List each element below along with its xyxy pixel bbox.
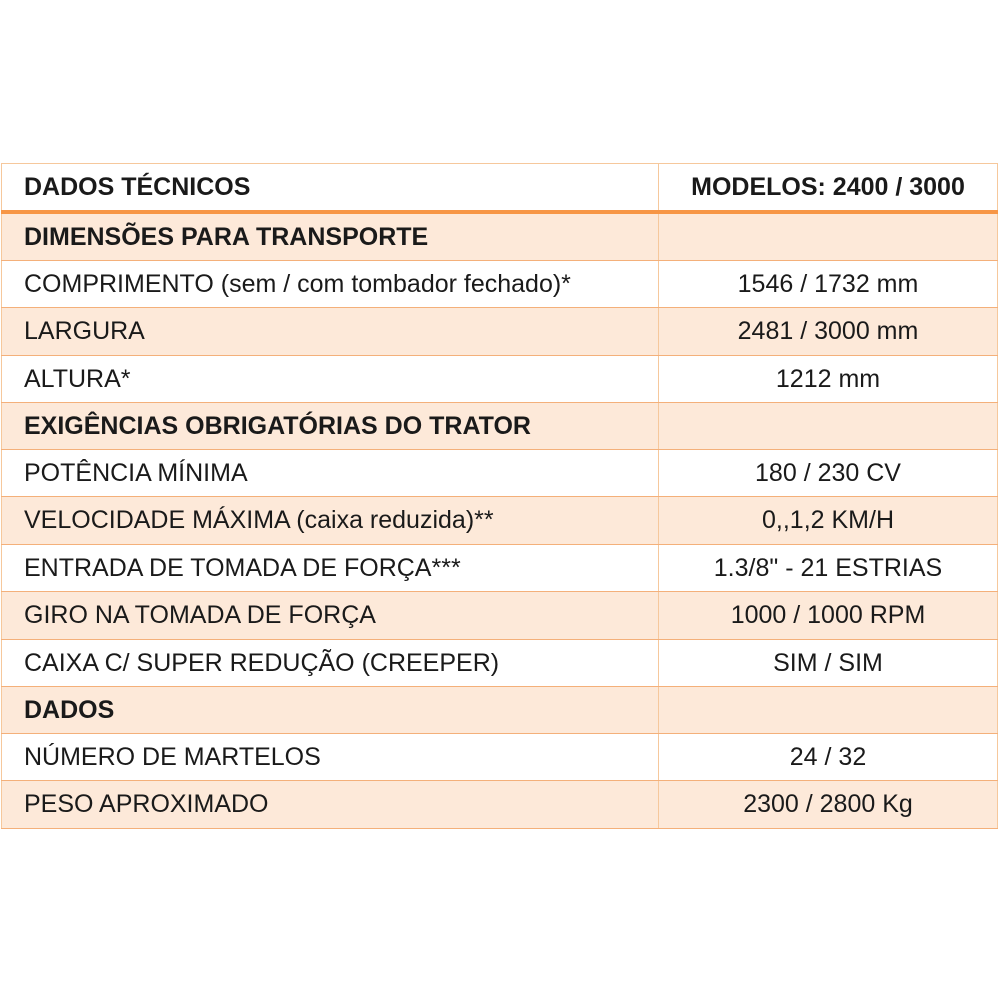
row-value: 2300 / 2800 Kg bbox=[659, 781, 998, 829]
section-title: DIMENSÕES PARA TRANSPORTE bbox=[2, 212, 659, 261]
section-row bbox=[2, 212, 998, 261]
table-row bbox=[2, 308, 998, 356]
row-value: 1546 / 1732 mm bbox=[659, 261, 998, 308]
table-row bbox=[2, 734, 998, 781]
section-title: EXIGÊNCIAS OBRIGATÓRIAS DO TRATOR bbox=[2, 403, 659, 450]
table-row bbox=[2, 640, 998, 687]
header-value: MODELOS: 2400 / 3000 bbox=[659, 164, 998, 213]
row-label: NÚMERO DE MARTELOS bbox=[2, 734, 659, 781]
row-label: POTÊNCIA MÍNIMA bbox=[2, 450, 659, 497]
row-label: ENTRADA DE TOMADA DE FORÇA*** bbox=[2, 545, 659, 592]
row-value: 2481 / 3000 mm bbox=[659, 308, 998, 356]
row-label: PESO APROXIMADO bbox=[2, 781, 659, 829]
table-row bbox=[2, 592, 998, 640]
row-label: CAIXA C/ SUPER REDUÇÃO (CREEPER) bbox=[2, 640, 659, 687]
table-row bbox=[2, 261, 998, 308]
section-title: DADOS bbox=[2, 687, 659, 734]
table-row bbox=[2, 356, 998, 403]
row-label: VELOCIDADE MÁXIMA (caixa reduzida)** bbox=[2, 497, 659, 545]
row-value: 0,,1,2 KM/H bbox=[659, 497, 998, 545]
row-value: 180 / 230 CV bbox=[659, 450, 998, 497]
row-value: 1000 / 1000 RPM bbox=[659, 592, 998, 640]
row-value: 1212 mm bbox=[659, 356, 998, 403]
table-header-row bbox=[2, 164, 998, 213]
table-row bbox=[2, 781, 998, 829]
table-row bbox=[2, 545, 998, 592]
row-value: 1.3/8" - 21 ESTRIAS bbox=[659, 545, 998, 592]
row-label: GIRO NA TOMADA DE FORÇA bbox=[2, 592, 659, 640]
row-label: COMPRIMENTO (sem / com tombador fechado)* bbox=[2, 261, 659, 308]
row-label: ALTURA* bbox=[2, 356, 659, 403]
row-value: 24 / 32 bbox=[659, 734, 998, 781]
row-label: LARGURA bbox=[2, 308, 659, 356]
section-empty-cell bbox=[659, 212, 998, 261]
section-row bbox=[2, 687, 998, 734]
section-empty-cell bbox=[659, 403, 998, 450]
spec-table bbox=[1, 163, 998, 829]
section-empty-cell bbox=[659, 687, 998, 734]
section-row bbox=[2, 403, 998, 450]
table-row bbox=[2, 497, 998, 545]
table-row bbox=[2, 450, 998, 497]
row-value: SIM / SIM bbox=[659, 640, 998, 687]
header-label: DADOS TÉCNICOS bbox=[2, 164, 659, 213]
